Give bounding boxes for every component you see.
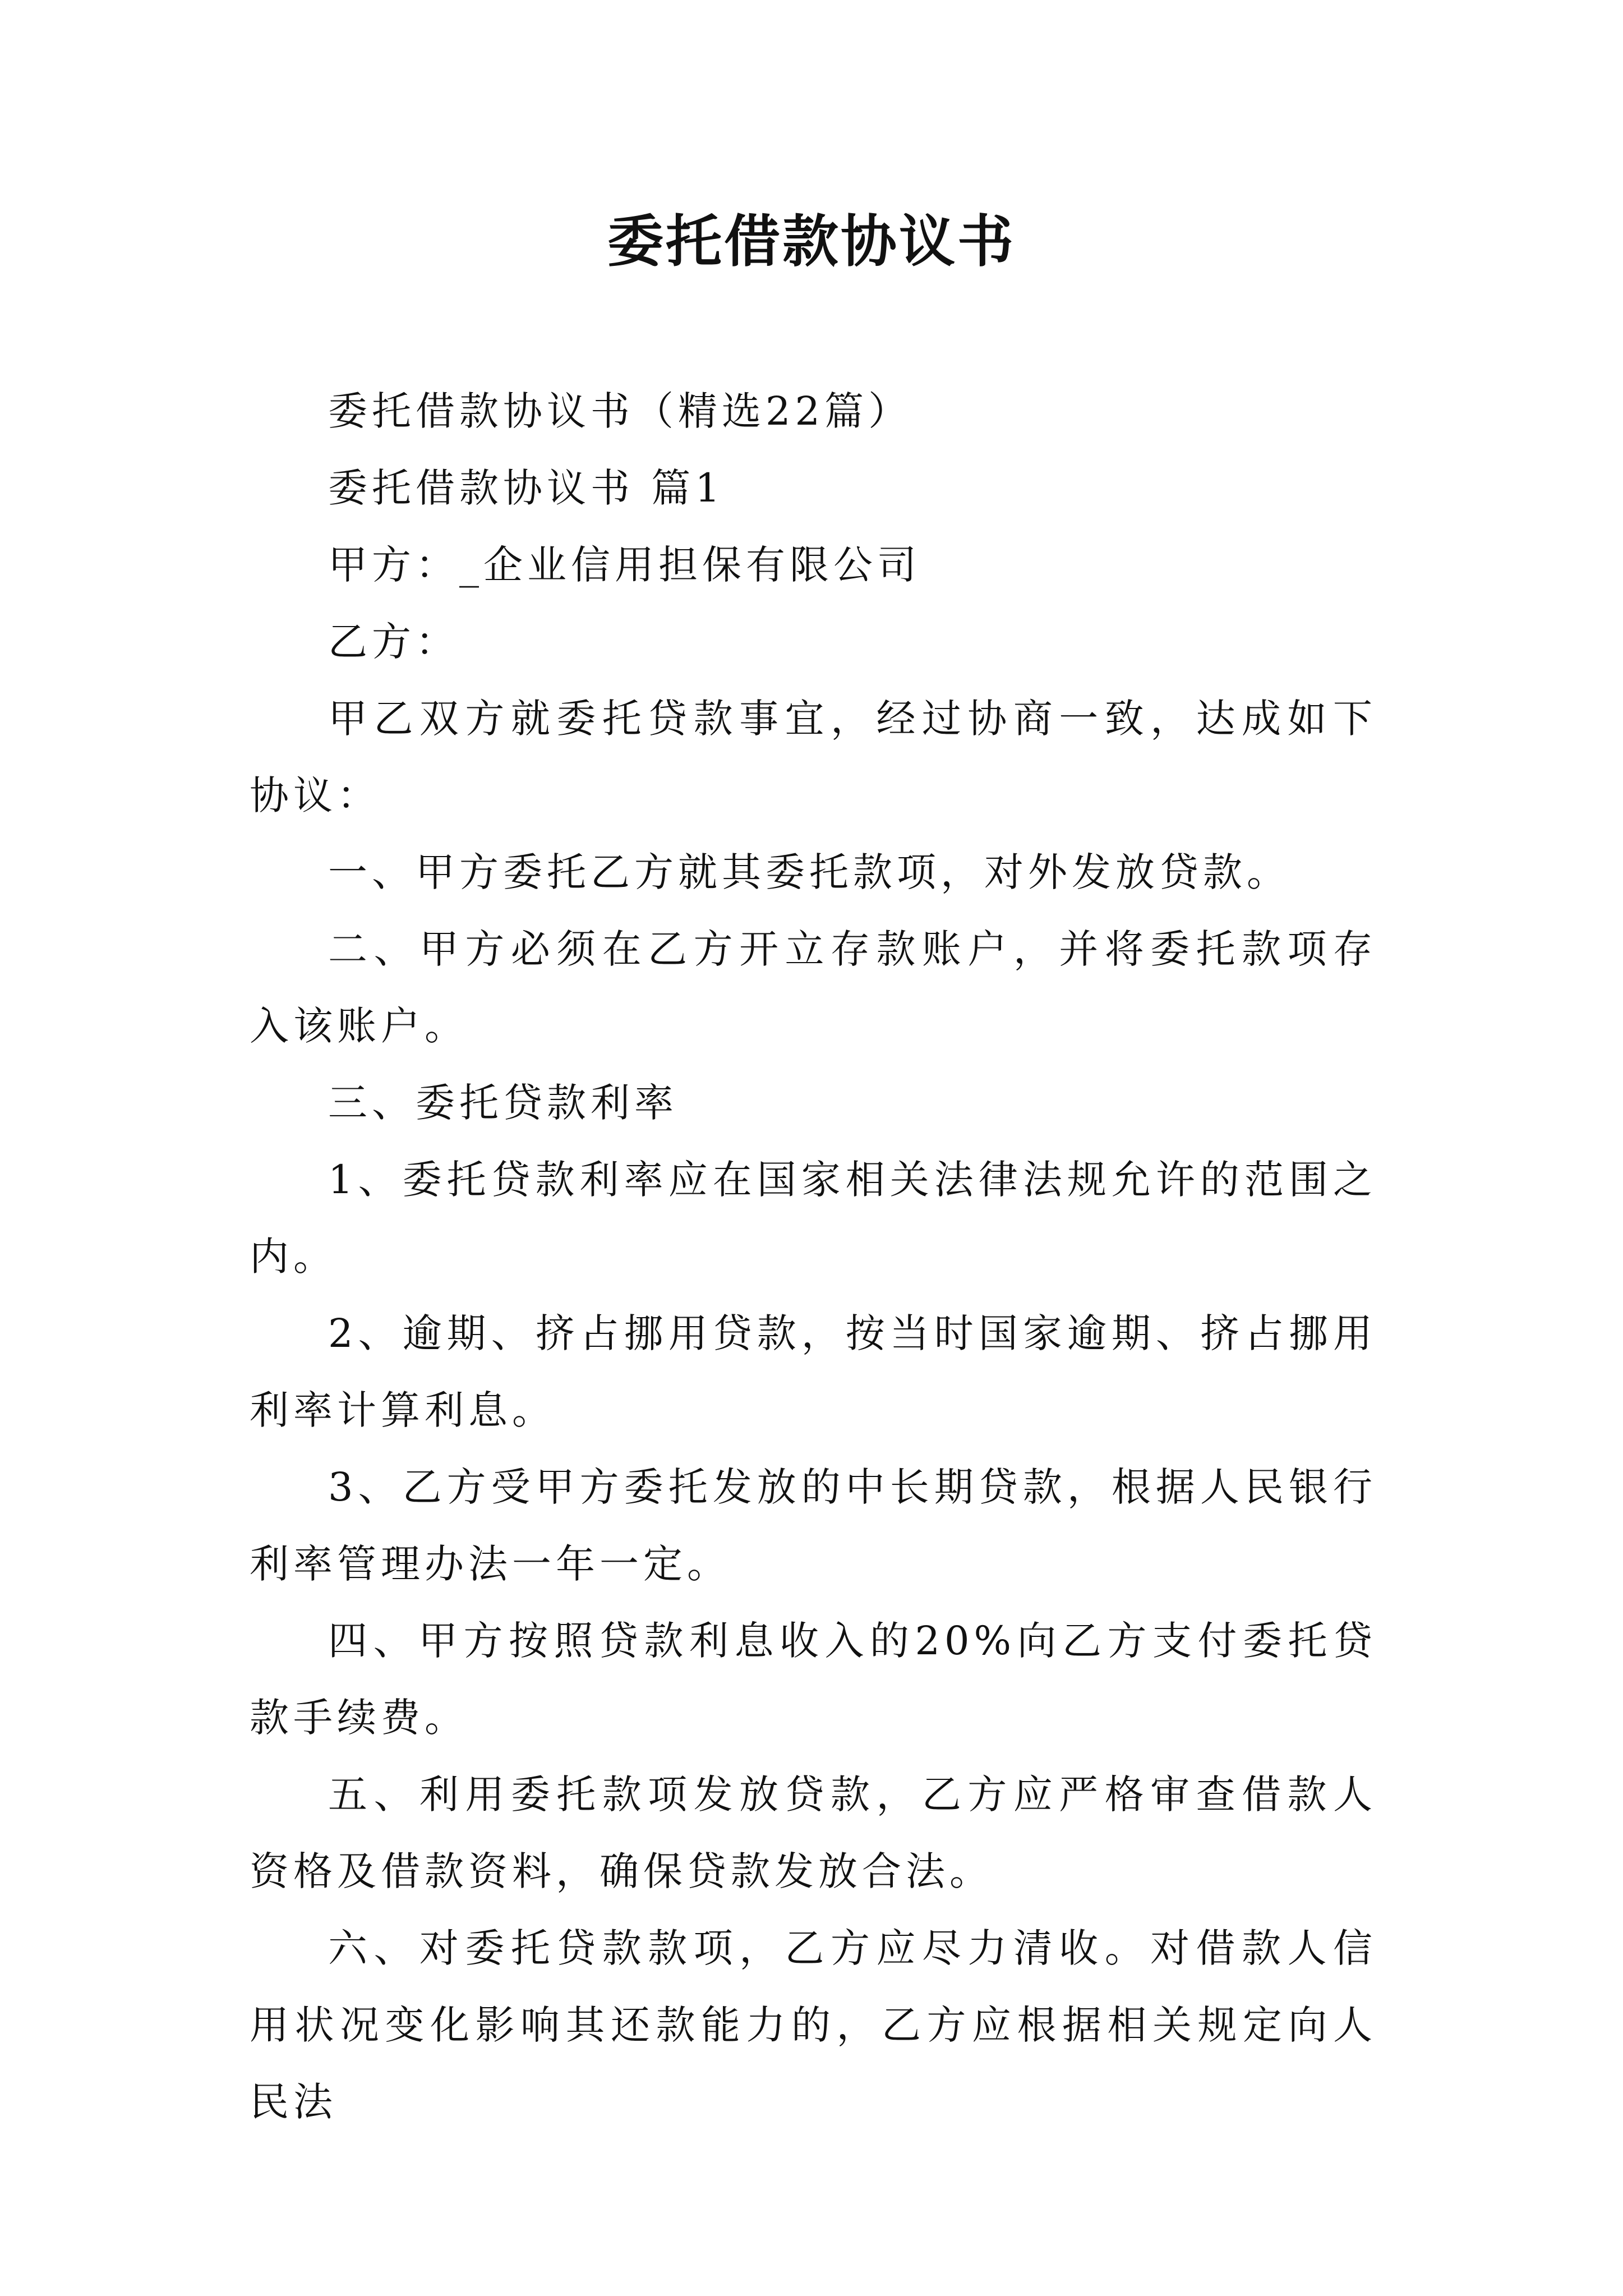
paragraph-clause-6: 六、对委托贷款款项，乙方应尽力清收。对借款人信用状况变化影响其还款能力的，乙方应根据相关规定向人民法 (250, 1925, 1377, 2125)
paragraph-subtitle: 委托借款协议书（精选22篇） (328, 388, 912, 434)
paragraph-preamble: 甲乙双方就委托贷款事宜，经过协商一致，达成如下协议： (250, 696, 1377, 818)
paragraph-clause-3-3: 3、乙方受甲方委托发放的中长期贷款，根据人民银行利率管理办法一年一定。 (250, 1464, 1377, 1587)
paragraph-clause-1: 一、甲方委托乙方就其委托款项，对外发放贷款。 (328, 849, 1290, 895)
document-body (250, 373, 1377, 2141)
paragraph-clause-3-2: 2、逾期、挤占挪用贷款，按当时国家逾期、挤占挪用利率计算利息。 (250, 1310, 1377, 1433)
paragraph-clause-2: 二、甲方必须在乙方开立存款账户，并将委托款项存入该账户。 (250, 926, 1377, 1049)
document-title: 委托借款协议书 (607, 208, 1016, 274)
paragraph-clause-3: 三、委托贷款利率 (328, 1080, 678, 1126)
paragraph-party-a: 甲方：_企业信用担保有限公司 (328, 542, 921, 588)
paragraph-clause-5: 五、利用委托款项发放贷款，乙方应严格审查借款人资格及借款资料，确保贷款发放合法。 (250, 1772, 1377, 1894)
paragraph-section-heading: 委托借款协议书 篇1 (328, 465, 725, 511)
paragraph-party-b: 乙方： (328, 619, 459, 665)
paragraph-clause-4: 四、甲方按照贷款利息收入的20%向乙方支付委托贷款手续费。 (250, 1618, 1377, 1741)
paragraph-clause-3-1: 1、委托贷款利率应在国家相关法律法规允许的范围之内。 (250, 1157, 1377, 1280)
